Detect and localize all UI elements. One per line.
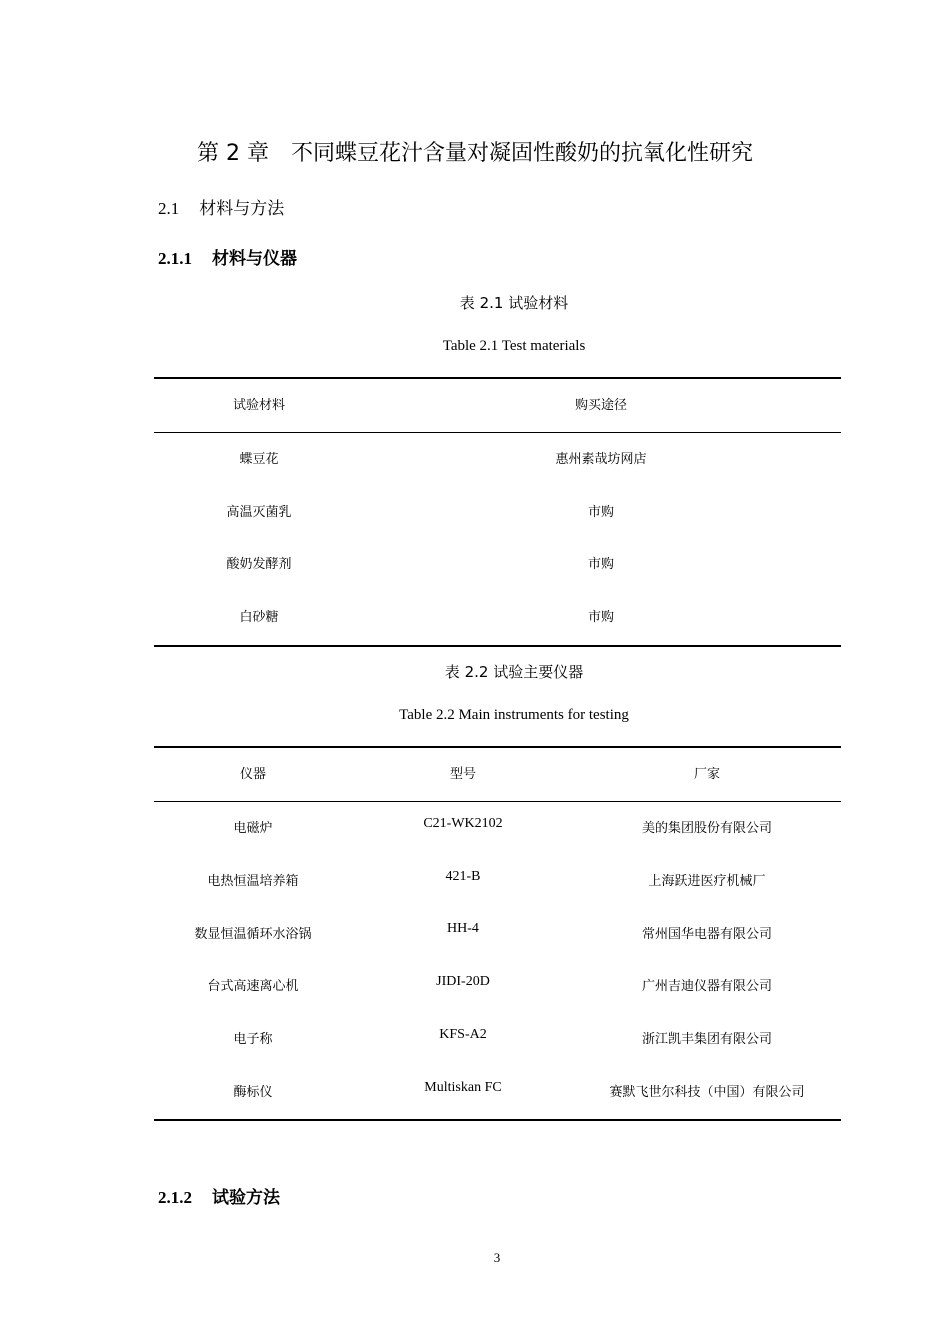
- table-cell: 蝶豆花: [239, 452, 279, 467]
- table1-caption-en: Table 2.1 Test materials: [442, 338, 586, 354]
- table1-caption-cn: 表 2.1 试验材料: [459, 294, 569, 312]
- table-header-cell: 试验材料: [232, 398, 285, 413]
- section-title: 试验方法: [212, 1188, 280, 1208]
- table-top-rule: [154, 746, 841, 748]
- table-cell: 酸奶发酵剂: [226, 557, 292, 572]
- section-number: 2.1: [158, 199, 180, 218]
- section-heading-2-1: [158, 194, 284, 219]
- table-cell: 数显恒温循环水浴锅: [194, 927, 312, 942]
- table-cell: 赛默飞世尔科技（中国）有限公司: [609, 1085, 805, 1100]
- table-cell: Multiskan FC: [424, 1080, 502, 1095]
- table-cell: 惠州素哉坊网店: [555, 452, 647, 467]
- table-cell: JIDI-20D: [436, 974, 490, 989]
- table-header-rule: [154, 801, 841, 802]
- table2-caption-cn: 表 2.2 试验主要仪器: [444, 663, 584, 681]
- section-heading-2-1-2: [158, 1183, 280, 1208]
- section-title: 材料与仪器: [212, 249, 297, 269]
- table-cell: HH-4: [447, 921, 479, 936]
- table-top-rule: [154, 377, 841, 379]
- chapter-title: 第 2 章 不同蝶豆花汁含量对凝固性酸奶的抗氧化性研究: [197, 141, 753, 166]
- table-header-cell: 型号: [449, 767, 476, 782]
- table-cell: 美的集团股份有限公司: [641, 821, 772, 836]
- section-title: 材料与方法: [199, 199, 285, 219]
- table-cell: 421-B: [445, 869, 481, 884]
- table-cell: KFS-A2: [439, 1027, 487, 1042]
- table-cell: 台式高速离心机: [207, 979, 299, 994]
- table-cell: 浙江凯丰集团有限公司: [641, 1032, 772, 1047]
- table-cell: 高温灭菌乳: [226, 505, 292, 520]
- table-cell: 电磁炉: [233, 821, 273, 836]
- table2-caption-en: Table 2.2 Main instruments for testing: [399, 707, 629, 723]
- section-heading-2-1-1: [158, 244, 297, 269]
- table-header-cell: 厂家: [693, 767, 720, 782]
- table-cell: C21-WK2102: [423, 816, 503, 831]
- table-bottom-rule: [154, 645, 841, 647]
- table-cell: 上海跃进医疗机械厂: [648, 874, 766, 889]
- table-cell: 市购: [587, 610, 614, 625]
- table-cell: 市购: [587, 505, 614, 520]
- materials-table: [154, 377, 841, 649]
- table-cell: 电子称: [233, 1032, 273, 1047]
- instruments-table: [154, 746, 841, 1124]
- table-cell: 白砂糖: [239, 610, 279, 625]
- section-number: 2.1.1: [158, 249, 192, 268]
- table-header-cell: 仪器: [239, 767, 266, 782]
- table-bottom-rule: [154, 1119, 841, 1121]
- table-cell: 电热恒温培养箱: [207, 874, 299, 889]
- table-header-cell: 购买途径: [574, 398, 627, 413]
- table-cell: 常州国华电器有限公司: [641, 927, 772, 942]
- table-cell: 广州吉迪仪器有限公司: [641, 979, 772, 994]
- table-header-rule: [154, 432, 841, 433]
- section-number: 2.1.2: [158, 1188, 192, 1207]
- table-cell: 酶标仪: [233, 1085, 273, 1100]
- page-number: 3: [493, 1250, 501, 1265]
- table-cell: 市购: [587, 557, 614, 572]
